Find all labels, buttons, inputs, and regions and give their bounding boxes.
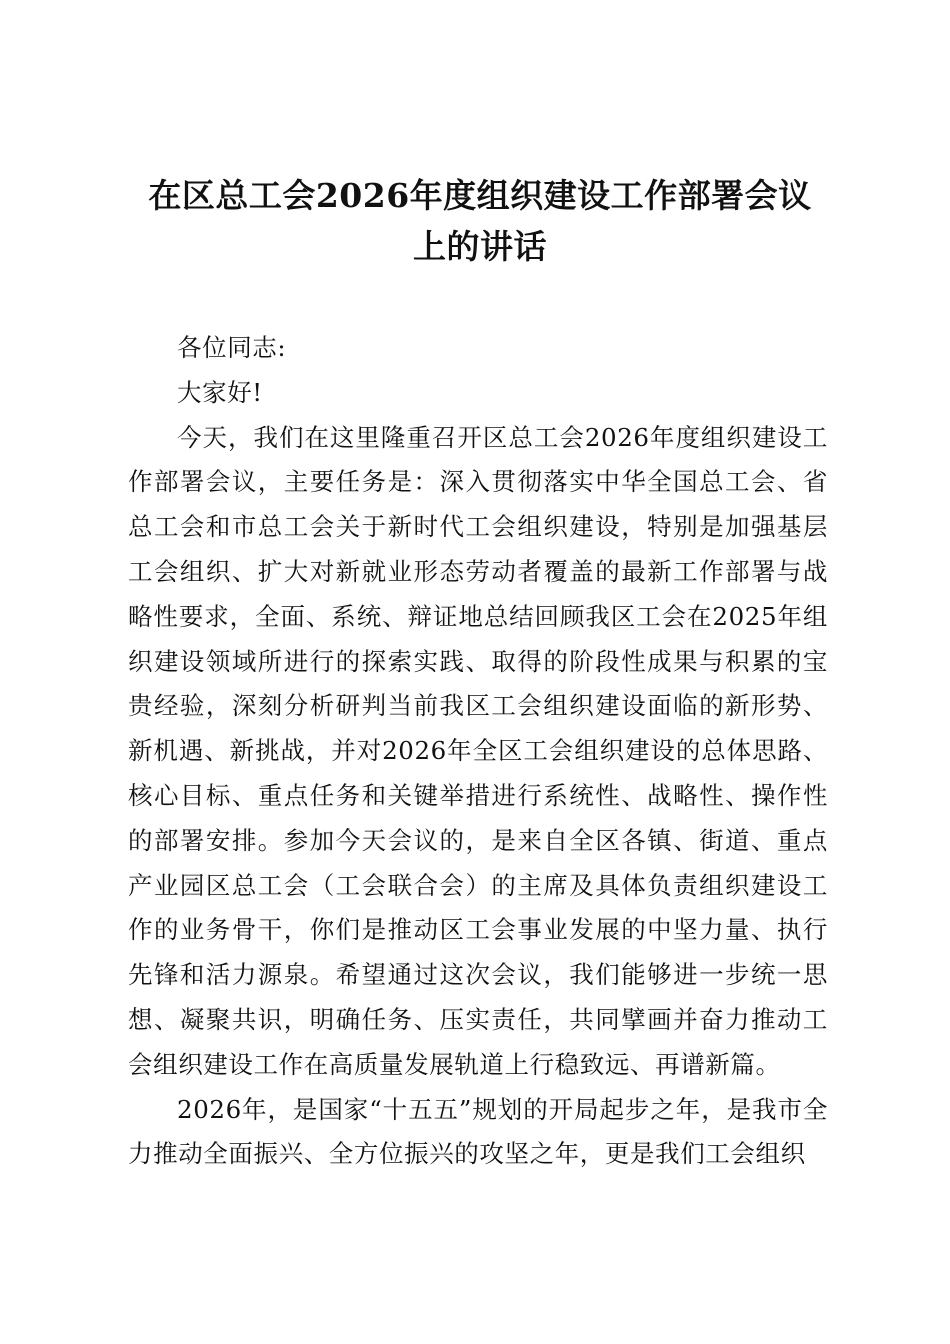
paragraph-2: 2026年，是国家“十五五”规划的开局起步之年，是我市全力推动全面振兴、全方位振兴的攻坚之年，更是我们工会组织: [128, 1094, 828, 1169]
speech-title: [100, 170, 860, 272]
title-line-2: 上的讲话: [413, 227, 547, 266]
salutation: 各位同志:: [177, 333, 287, 362]
greeting: 大家好!: [177, 377, 263, 407]
speech-body: [128, 326, 828, 1177]
title-line-1: 在区总工会2026年度组织建设工作部署会议: [148, 176, 812, 215]
paragraph-1: 今天，我们在这里隆重召开区总工会2026年度组织建设工作部署会议，主要任务是：深入贯彻落实中华全国总工会、省总工会和市总工会关于新时代工会组织建设，特别是加强基层工会组织、扩大对新就业形态劳动者覆盖的最新工作部署与战略性要求，全面、系统、辩证地总结回顾我区工会在2025年组织建设领域所进行的探索实践、取得的阶段性成果与积累的宝贵经验，深刻分析研判当前我区工会组织建设面临的新形势、新机遇、新挑战，并对2026年全区工会组织建设的总体思路、核心目标、重点任务和关键举措进行系统性、战略性、操作性的部署安排。参加今天会议的，是来自全区各镇、街道、重点产业园区总工会（工会联合会）的主席及具体负责组织建设工作的业务骨干，你们是推动区工会事业发展的中坚力量、执行先锋和活力源泉。希望通过这次会议，我们能够进一步统一思想、凝聚共识，明确任务、压实责任，共同擘画并奋力推动工会组织建设工作在高质量发展轨道上行稳致远、再谱新篇。: [128, 422, 828, 1079]
